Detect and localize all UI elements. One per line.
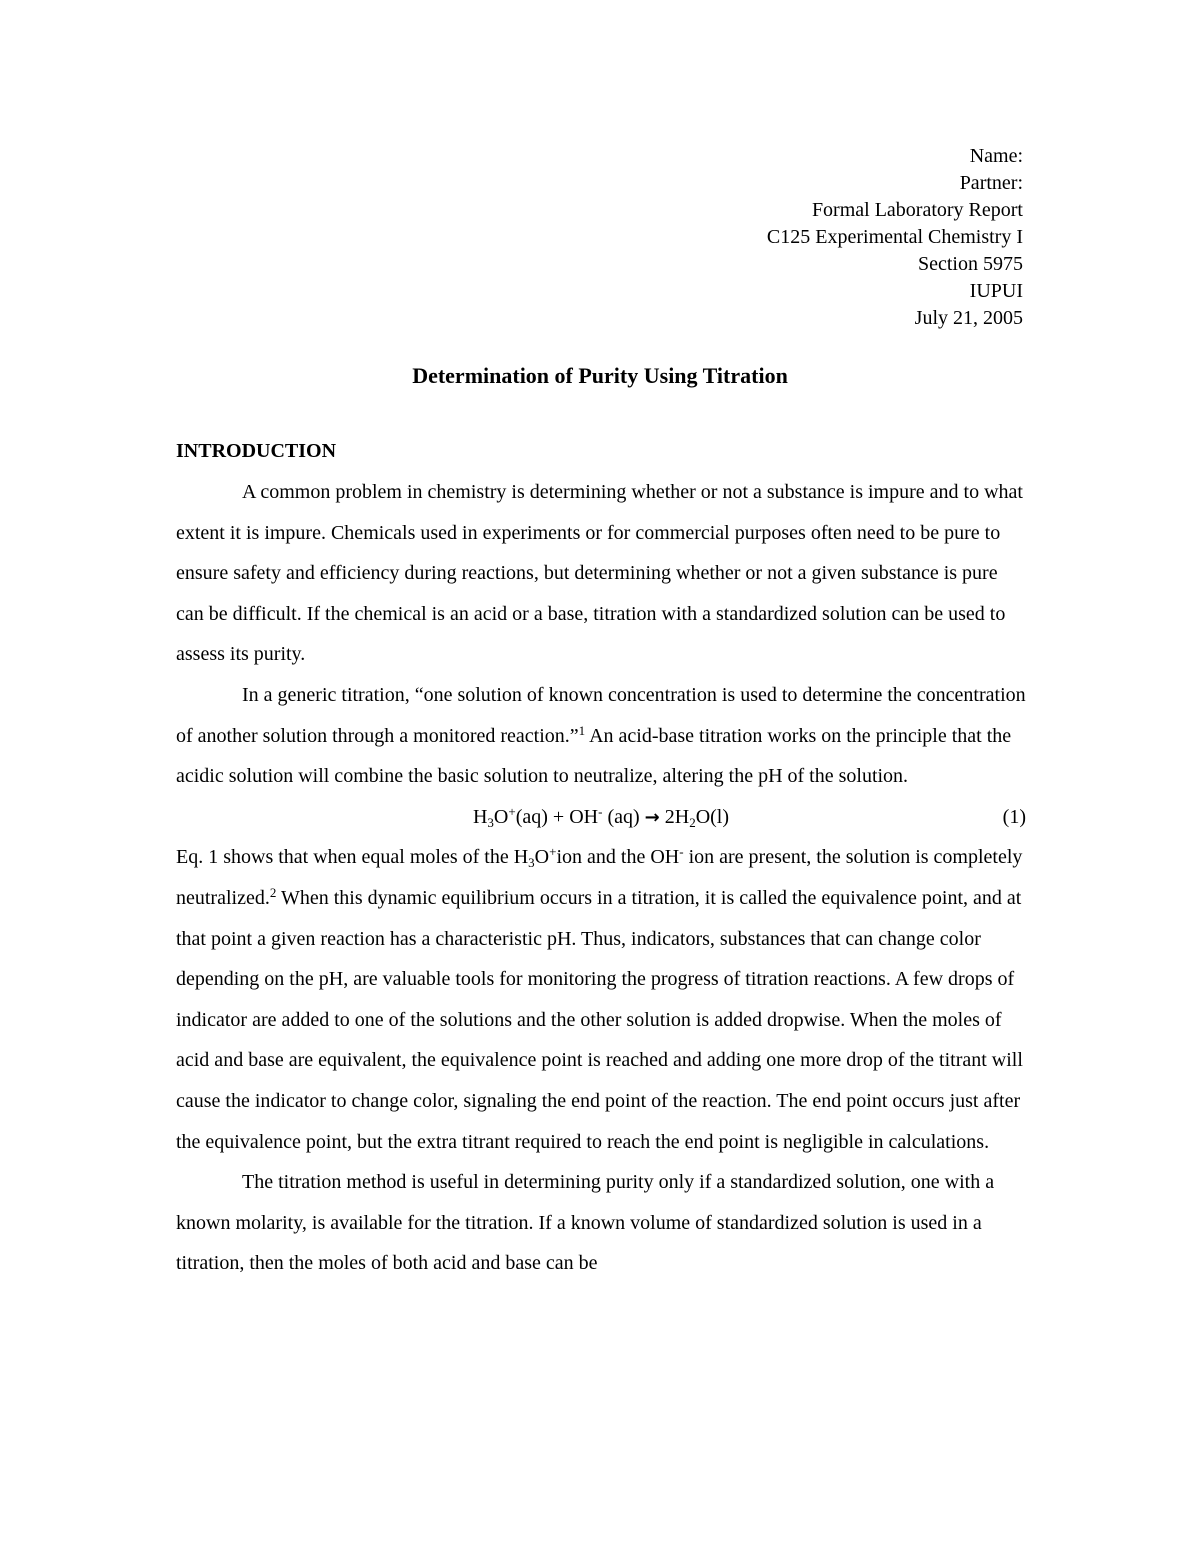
document-title: Determination of Purity Using Titration <box>412 363 788 388</box>
equation-row <box>176 797 1026 838</box>
partner-label: Partner: <box>959 172 1023 194</box>
paragraph-2 <box>176 675 1026 797</box>
introduction-body <box>176 472 1026 1284</box>
report-date: July 21, 2005 <box>914 307 1023 329</box>
eq-h: H <box>472 805 488 828</box>
name-label: Name: <box>969 145 1023 167</box>
eq-product-h: 2H <box>659 805 690 828</box>
reaction-arrow-icon: → <box>644 806 660 828</box>
paragraph-2-rest: An acid-base titration works on the principle that the acidic solution will combine the basic solution to neutralize, altering the pH of the solution. <box>176 724 1012 788</box>
equation-number: (1) <box>1002 805 1026 828</box>
p3-sup-plus: + <box>549 844 557 860</box>
p3-text-a: Eq. 1 shows that when equal moles of the H <box>176 846 529 869</box>
p3-sub-3: 3 <box>528 855 535 871</box>
footnote-ref-2: 2 <box>269 884 277 900</box>
eq-sub-3: 3 <box>487 814 494 830</box>
eq-o: O <box>493 805 509 828</box>
eq-aq-oh: (aq) + OH <box>515 805 599 828</box>
p3-text-e: When this dynamic equilibrium occurs in a titration, it is called the equivalence point, and at that point a given reaction has a characteristic pH. Thus, indicators, substances that can change color depending on the pH, are valuable tools for monitoring the progress of titration reactions. A few drops of indicator are added to one of the solutions and the other solution is added dropwise. When the moles of acid and base are equivalent, the equivalence point is reached and adding one more drop of the titrant will cause the indicator to change color, signaling the end point of the reaction. The end point occurs just after the equivalence point, but the extra titrant required to reach the end point is negligible in calculations. <box>176 886 1023 1153</box>
eq-aq: (aq) <box>602 805 645 828</box>
report-header <box>767 143 1023 332</box>
section-number: Section 5975 <box>918 253 1023 275</box>
paragraph-2-text: In a generic titration, “one solution of known concentration is used to determine the concentration of another solution through a monitored reaction.” <box>176 683 1026 747</box>
section-heading-introduction: INTRODUCTION <box>176 440 337 462</box>
p3-text-d: ion are present, the solution is completely neutralized. <box>176 846 1023 909</box>
neutralization-equation <box>473 797 729 839</box>
eq-sub-2: 2 <box>689 814 696 830</box>
paragraph-4: The titration method is useful in determining purity only if a standardized solution, one with a known molarity, is available for the titration. If a known volume of standardized solution is used in a titration, then the moles of both acid and base can be <box>176 1171 995 1275</box>
eq-sup-minus: - <box>598 803 603 819</box>
eq-product-o: O(l) <box>695 805 730 828</box>
paragraph-1: A common problem in chemistry is determining whether or not a substance is impure and to what extent it is impure. Chemicals used in experiments or for commercial purposes often need to be pure to ensure safety and efficiency during reactions, but determining whether or not a given substance is pure can be difficult. If the chemical is an acid or a base, titration with a standardized solution can be used to assess its purity. <box>176 481 1023 666</box>
p3-text-c: ion and the OH <box>556 846 680 869</box>
eq-sup-plus: + <box>508 803 516 819</box>
p3-sup-minus: - <box>679 844 684 860</box>
paragraph-3 <box>176 837 1026 1162</box>
report-type: Formal Laboratory Report <box>811 199 1023 221</box>
p3-text-b: O <box>534 846 550 869</box>
institution: IUPUI <box>969 280 1023 302</box>
footnote-ref-1: 1 <box>578 722 586 738</box>
course-name: C125 Experimental Chemistry I <box>766 226 1023 248</box>
